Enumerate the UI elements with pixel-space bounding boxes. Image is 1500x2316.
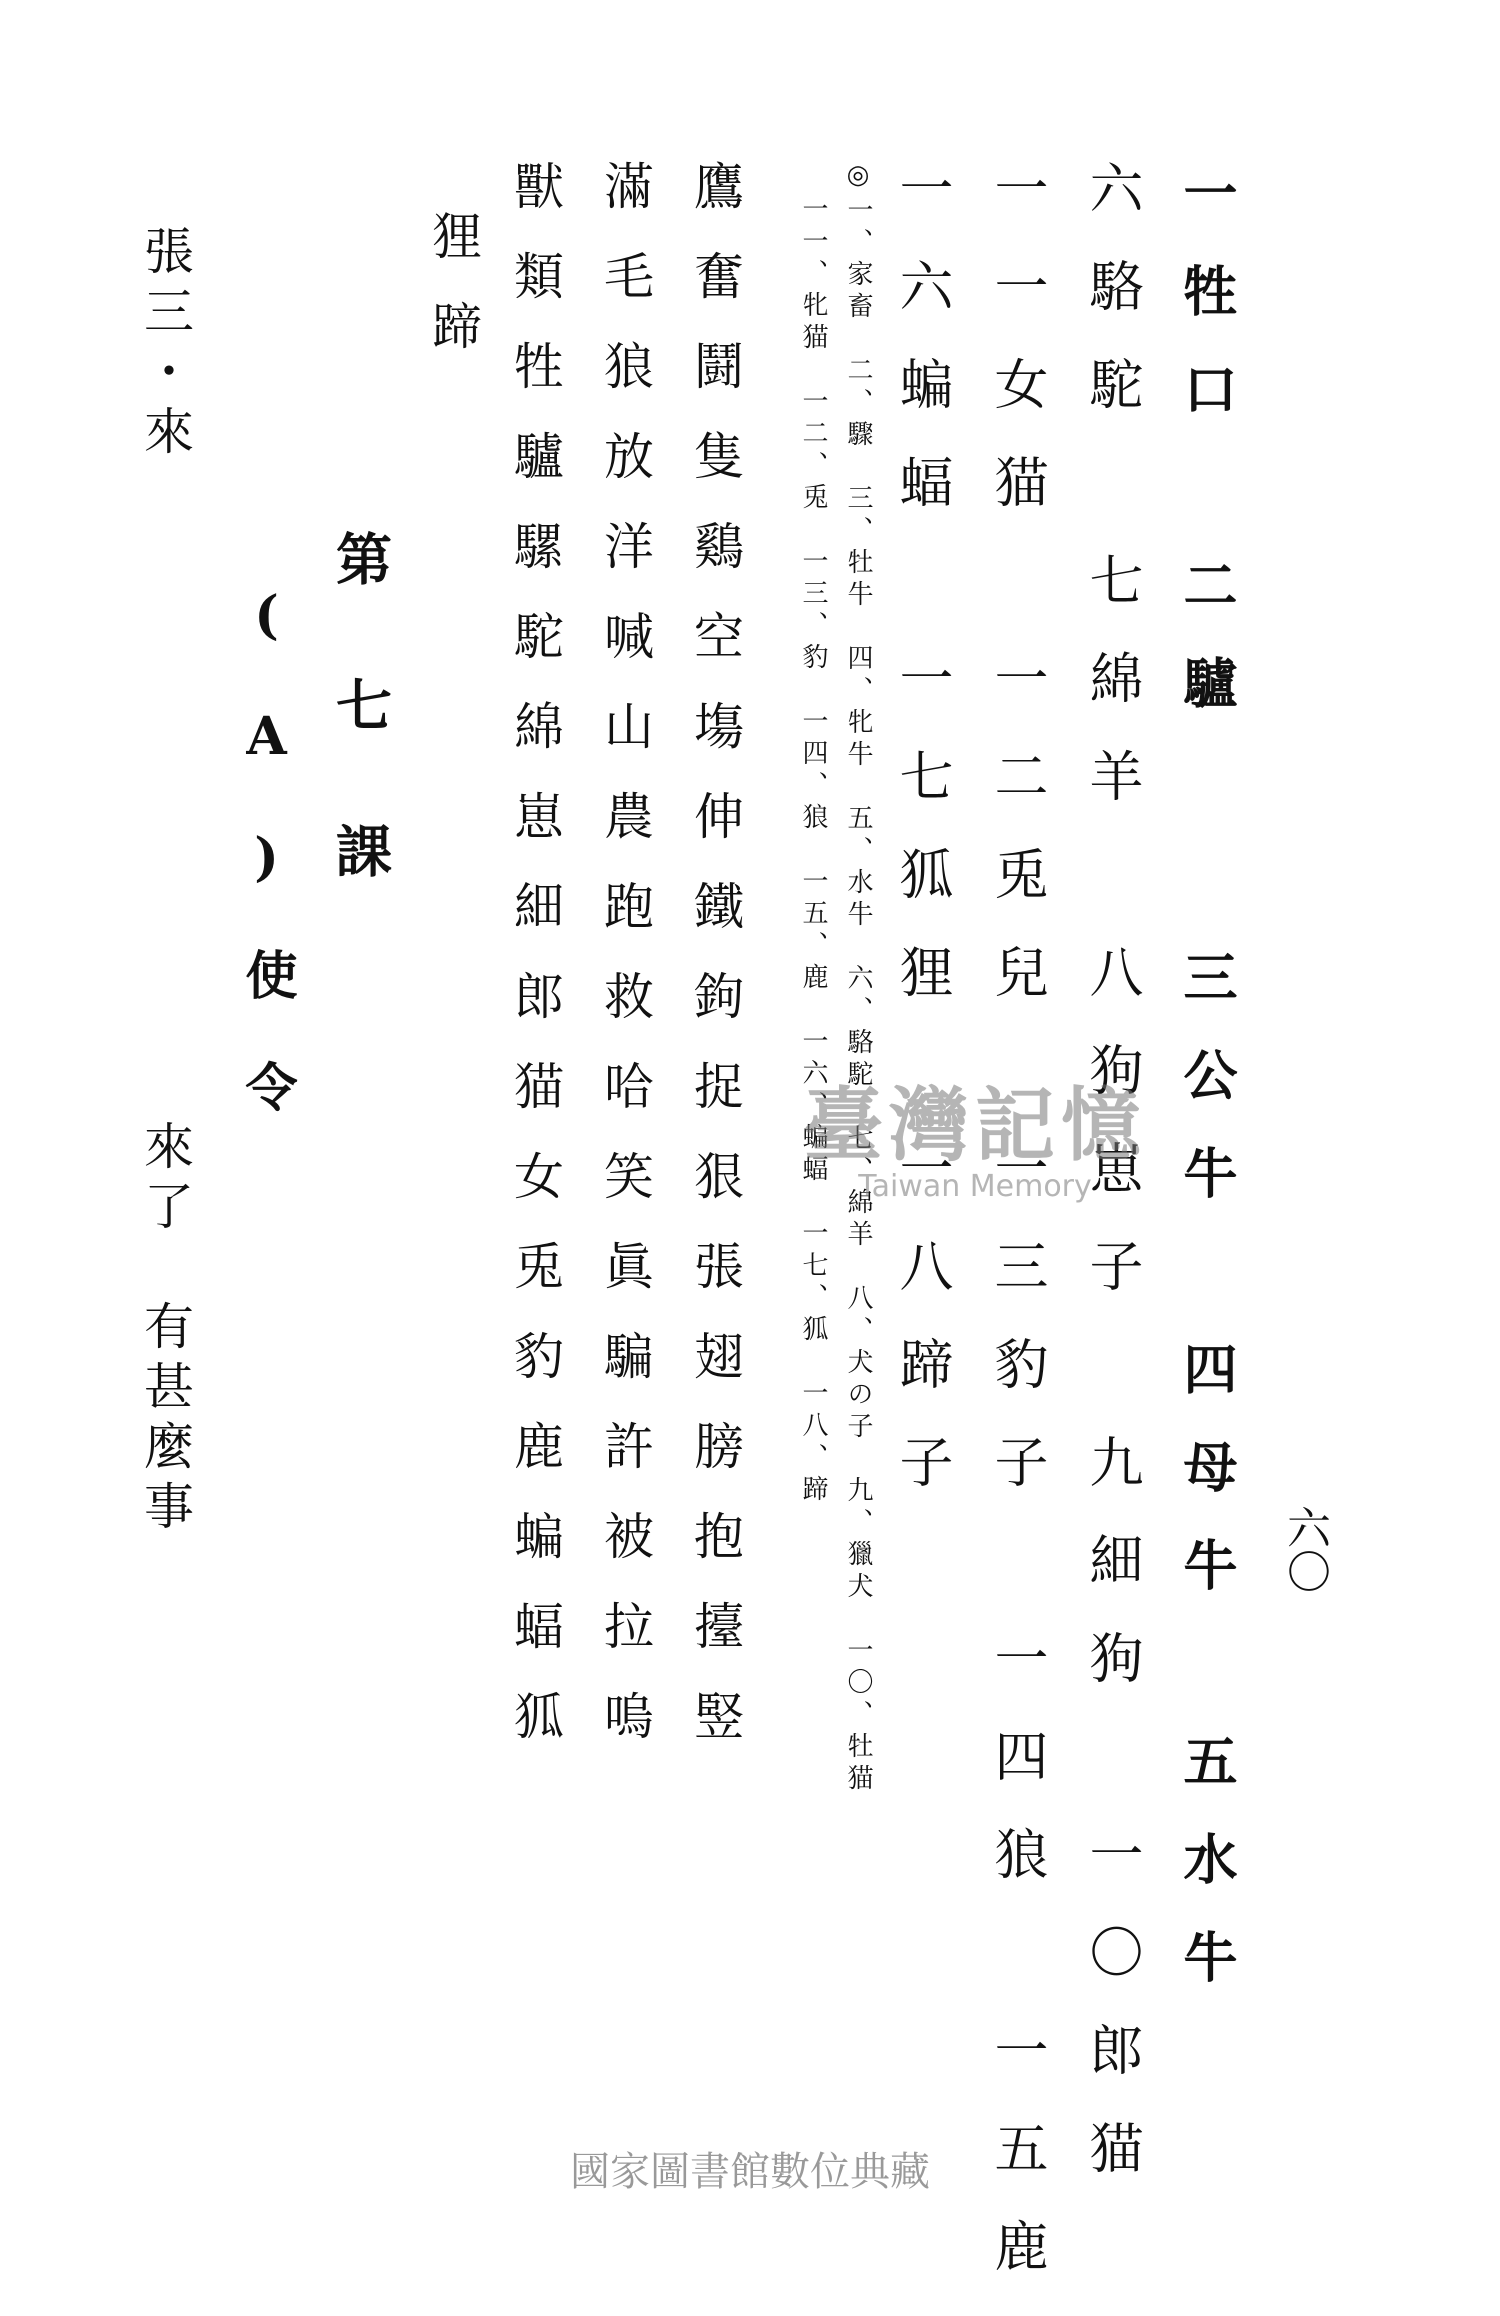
page-number: 六〇	[1279, 1505, 1330, 1593]
gloss-column-1: ◎一、家畜 二、驟 三、牡牛 四、牝牛 五、水牛 六、駱駝 七、綿羊 八、犬の子 九、獵犬 一〇、牡猫	[843, 160, 873, 1796]
lesson-title: 第七課	[327, 530, 393, 968]
dialogue-line-2: 來了 有甚麼事	[136, 1120, 194, 1540]
watermark-title: 臺灣記憶	[803, 1078, 1147, 1172]
dialogue-line-1: 張三・來	[136, 225, 194, 465]
vocab-column-1: 一牲口 二驢 三公牛 四母牛 五水牛	[1175, 165, 1239, 2027]
section-heading: (A)使令	[236, 585, 297, 1172]
watermark	[735, 1078, 1215, 1204]
footer-credit: 國家圖書館數位典藏	[570, 2149, 930, 2195]
gloss-column-2: 一一、牝猫 一二、兎 一三、豹 一四、狼 一五、鹿 一六、蝙蝠 一七、狐 一八、蹄	[798, 195, 828, 1507]
char-column-2: 滿毛狼放洋喊山農跑救哈笑眞騙許被拉嗚	[596, 160, 654, 1780]
char-column-4: 狸蹄	[424, 210, 482, 390]
vocab-column-4: 一六蝙蝠 一七狐狸 一八蹄子	[891, 160, 954, 1532]
char-column-1: 鷹奮鬪隻鷄空塲伸鐵鉤捉狠張翅膀抱擡竪	[686, 160, 744, 1780]
char-column-3: 獸類牲驢騾駝綿崽細郎猫女兎豹鹿蝙蝠狐	[506, 160, 564, 1780]
watermark-subtitle: Taiwan Memory	[858, 1169, 1092, 1204]
vocab-column-2: 六駱駝 七綿羊 八狗崽子 九細狗 一〇郎猫	[1081, 160, 1144, 2218]
vocab-column-3: 一一女猫 一二兎兒 一三豹子 一四狼 一五鹿	[986, 160, 1049, 2316]
